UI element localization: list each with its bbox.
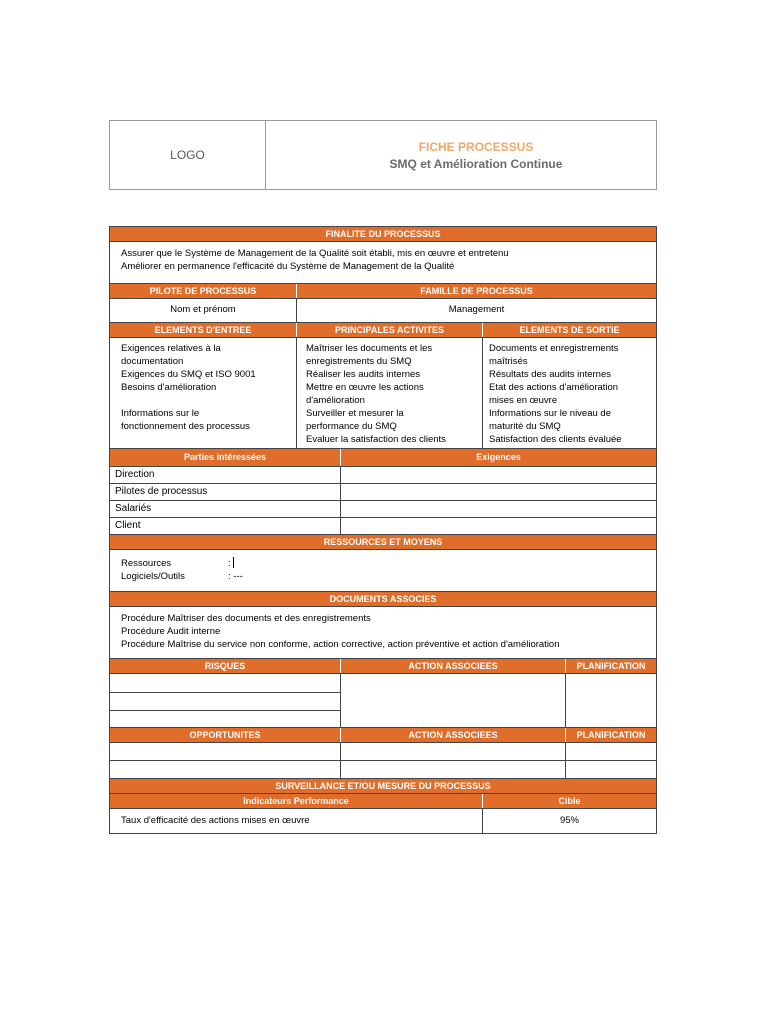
entree-line: Besoins d'amélioration (121, 382, 217, 393)
risques-heading: RISQUES (204, 661, 246, 671)
document-line: Procédure Maîtrise du service non conforme, action corrective, action préventive et action d'amélioration (121, 639, 560, 650)
activite-line: Mettre en œuvre les actions (306, 382, 424, 393)
entree-line: Exigences du SMQ et ISO 9001 (121, 369, 256, 380)
activite-line: Maîtriser les documents et les (306, 343, 433, 354)
finalite-text[interactable] (110, 242, 656, 283)
indicateurs-heading-row (110, 793, 656, 808)
header-box (109, 120, 657, 190)
opportunites-heading-row (110, 727, 656, 742)
activite-line: Réaliser les audits internes (306, 369, 421, 380)
indicateurs-heading: Indicateurs Performance (243, 796, 349, 806)
risques-row (110, 673, 656, 727)
elements-heading (110, 322, 656, 337)
opportunite-planif[interactable] (565, 743, 656, 760)
ressources-row (110, 549, 656, 591)
logiciels-label: Logiciels/Outils (121, 571, 185, 582)
indicateur-value[interactable]: Taux d'efficacité des actions mises en œuvre (121, 815, 310, 826)
risques-planif-heading: PLANIFICATION (565, 659, 656, 673)
sortie-heading: ELEMENTS DE SORTIE (482, 323, 656, 337)
risques-planif-cell[interactable] (565, 674, 656, 727)
entree-heading: ELEMENTS D'ENTREE (154, 325, 252, 335)
risques-heading-row (110, 658, 656, 673)
entree-line: Exigences relatives à la (121, 343, 221, 354)
partie-exigence[interactable] (340, 467, 656, 483)
title-block (266, 121, 656, 189)
risques-action-cell[interactable] (340, 674, 565, 727)
risques-cell (110, 674, 340, 727)
sortie-line: Satisfaction des clients évaluée (489, 434, 622, 445)
sortie-line: Informations sur le niveau de (489, 408, 611, 419)
entree-cell[interactable] (110, 338, 296, 448)
entree-line: Informations sur le (121, 408, 200, 419)
activite-line: Surveiller et mesurer la (306, 408, 404, 419)
entree-line: documentation (121, 356, 184, 367)
partie-exigence[interactable] (340, 501, 656, 517)
famille-value[interactable]: Management (296, 299, 656, 322)
partie-row (110, 500, 656, 517)
opportunite-action[interactable] (340, 761, 565, 778)
ressources-cell[interactable] (110, 550, 656, 591)
form-title: FICHE PROCESSUS (418, 139, 534, 154)
ressources-value: : (228, 558, 231, 569)
risques-action-heading: ACTION ASSOCIEES (340, 659, 565, 673)
logiciels-line (121, 570, 645, 583)
risque-entry[interactable] (110, 674, 340, 692)
activite-line: enregistrements du SMQ (306, 356, 412, 367)
risque-entry[interactable] (110, 692, 340, 710)
opportunite-row (110, 760, 656, 778)
activites-heading: PRINCIPALES ACTIVITES (296, 323, 482, 337)
sortie-cell[interactable] (482, 338, 656, 448)
sortie-line: Etat des actions d'amélioration (489, 382, 619, 393)
surveillance-heading: SURVEILLANCE ET/OU MESURE DU PROCESSUS (110, 778, 656, 793)
activite-line: d'amélioration (306, 395, 365, 406)
cible-value[interactable]: 95% (482, 809, 656, 833)
logo-placeholder: LOGO (110, 121, 266, 189)
text-cursor (233, 557, 234, 568)
documents-heading: DOCUMENTS ASSOCIES (110, 591, 656, 606)
famille-heading: FAMILLE DE PROCESSUS (296, 284, 656, 298)
partie-label: Pilotes de processus (115, 486, 208, 497)
cible-heading: Cible (482, 794, 656, 808)
partie-exigence[interactable] (340, 484, 656, 500)
parties-heading-row (110, 448, 656, 466)
opportunite-entry[interactable] (110, 743, 340, 760)
risque-entry[interactable] (110, 710, 340, 727)
entree-line (121, 394, 285, 407)
pilote-heading: PILOTE DE PROCESSUS (149, 286, 257, 296)
entree-line: fonctionnement des processus (121, 421, 250, 432)
opportunites-heading: OPPORTUNITES (189, 730, 261, 740)
ressources-line (121, 557, 645, 570)
activites-cell[interactable] (296, 338, 482, 448)
finalite-heading: FINALITE DU PROCESSUS (110, 226, 656, 241)
opportunite-action[interactable] (340, 743, 565, 760)
sortie-line: maîtrisés (489, 356, 528, 367)
pilote-famille-heading (110, 283, 656, 298)
parties-heading: Parties intéressées (183, 452, 267, 462)
pilote-famille-row (110, 298, 656, 322)
partie-label: Client (115, 520, 141, 531)
opportunites-action-heading: ACTION ASSOCIEES (340, 728, 565, 742)
partie-row (110, 517, 656, 534)
finalite-content (110, 241, 656, 283)
documents-cell[interactable] (110, 607, 656, 658)
activite-line: Evaluer la satisfaction des clients (306, 434, 446, 445)
elements-row (110, 337, 656, 448)
documents-row (110, 606, 656, 658)
finalite-line: Améliorer en permanence l'efficacité du Système de Management de la Qualité (121, 261, 455, 272)
partie-exigence[interactable] (340, 518, 656, 534)
sortie-line: Documents et enregistrements (489, 343, 619, 354)
logiciels-value: : --- (228, 571, 243, 582)
sortie-line: Résultats des audits internes (489, 369, 611, 380)
process-form (109, 226, 657, 834)
partie-label: Salariés (115, 503, 152, 514)
exigences-heading: Exigences (340, 449, 656, 466)
ressources-label: Ressources (121, 558, 172, 569)
finalite-line: Assurer que le Système de Management de la Qualité soit établi, mis en œuvre et entretenu (121, 248, 509, 259)
opportunite-entry[interactable] (110, 761, 340, 778)
pilote-value[interactable]: Nom et prénom (170, 304, 236, 315)
partie-row (110, 466, 656, 483)
partie-row (110, 483, 656, 500)
opportunites-planif-heading: PLANIFICATION (565, 728, 656, 742)
ressources-heading: RESSOURCES ET MOYENS (110, 534, 656, 549)
sortie-line: maturité du SMQ (489, 421, 561, 432)
document-line: Procédure Maîtriser des documents et des enregistrements (121, 613, 371, 624)
partie-label: Direction (115, 469, 155, 480)
document-line: Procédure Audit interne (121, 626, 221, 637)
form-subtitle: SMQ et Amélioration Continue (389, 156, 563, 171)
opportunite-row (110, 742, 656, 760)
sortie-line: mises en œuvre (489, 395, 558, 406)
indicateur-row (110, 808, 656, 833)
opportunite-planif[interactable] (565, 761, 656, 778)
activite-line: performance du SMQ (306, 421, 397, 432)
